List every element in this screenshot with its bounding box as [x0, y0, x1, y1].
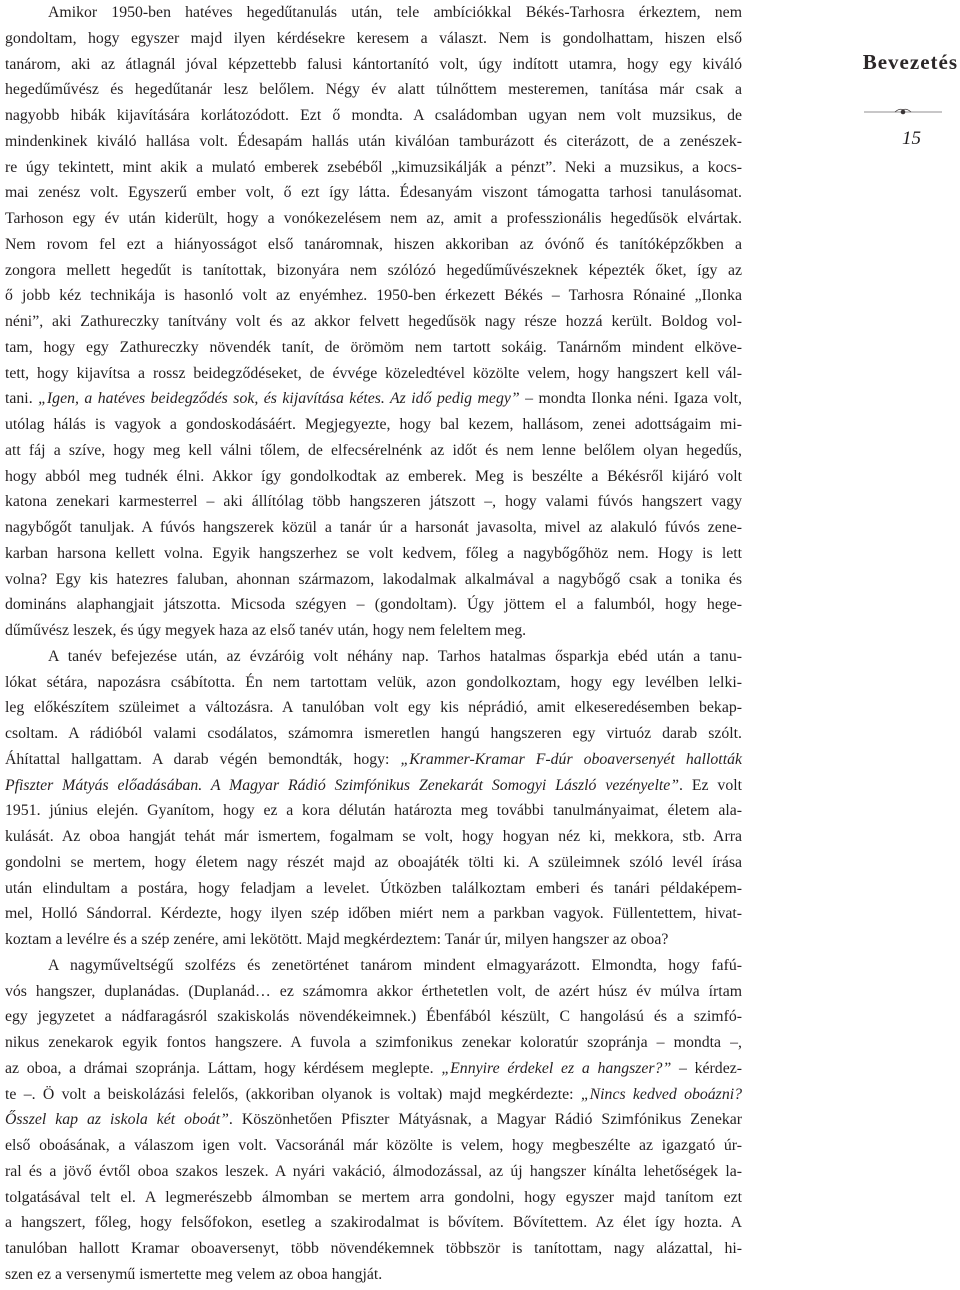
line-text: gondolni se mertem, hogy életem nagy részét majd az oboajáték tölti ki. A szüleimnek szóló levél írása [5, 853, 742, 871]
line-text: Nem rovom fel ezt a hiányosságot első tanáromnak, hiszen akkoriban az óvónő és tanítóképzőkben a [5, 235, 742, 253]
line-text: nagybőgőt tanuljak. A fúvós hangszerek közül a tanár úr a harsonát javasolta, mivel az alakuló fúvós zene- [5, 519, 742, 536]
paragraph [5, 0, 742, 644]
line-text: koztam a levélre és a szép zenére, ami lekötött. Majd megkérdeztem: Tanár úr, milyen hangszer az oboa? [5, 931, 669, 948]
line-text: 1951. június elején. Gyanítom, hogy ez a kora délután határozta meg további tanulmányaimat, életem ala- [5, 802, 742, 820]
body-line [5, 721, 742, 747]
line-text: utólag hálás is vagyok a gondoskodásáért. Megjegyezte, hogy bal kezem, hallásom, zenei adottságaim mi- [5, 416, 742, 433]
body-line [5, 1262, 742, 1288]
body-line [5, 1056, 742, 1082]
line-text: A tanév befejezése után, az évzáróig volt néhány nap. Tarhos hatalmas ősparkja ebéd után a tanu- [48, 647, 742, 665]
line-text: zongora mellett hegedűt is tanítottak, bizonyára nem szólózó hegedűművészeknek képezték őket, így az [5, 261, 742, 279]
body-line [5, 335, 742, 361]
line-text: után elindultam a postára, hogy feladjam a levelet. Útközben találkoztam emberi és tanári példaképem- [5, 879, 742, 897]
body-line [5, 309, 742, 335]
line-text: A nagyműveltségű szolfézs és zenetörténet tanárom mindent elmagyarázott. Elmondta, hogy fafú- [48, 956, 742, 974]
running-head: Bevezetés [862, 50, 958, 74]
paragraph [5, 644, 742, 953]
body-line [5, 1236, 742, 1262]
body-line [5, 1133, 742, 1159]
body-line [5, 52, 742, 78]
italic-quote: Pfiszter Mátyás előadásában. A Magyar Rádió Szimfónikus Zenekarát Somogyi László vezényelte” [5, 776, 680, 794]
body-line [5, 489, 742, 515]
line-text: ő jobb kéz technikája is hasonló volt az enyémhez. 1950-ben érkezett Békés – Tarhosra Rónainé „Ilonka [5, 287, 742, 305]
line-text: Tarhoson egy év után kiderült, hogy a vonókezelésem nem az, amit a professzionális hegedűsök elvártak. [5, 210, 742, 227]
page-number: 15 [902, 128, 921, 149]
body-line [5, 515, 742, 541]
body-line [5, 1159, 742, 1185]
body-line [5, 798, 742, 824]
line-text: . Köszönhetően Pfiszter Mátyásnak, a Magyar Rádió Szimfónikus Zenekar [228, 1111, 743, 1129]
italic-quote: Ősszel kap az iskola két oboát” [5, 1111, 229, 1129]
line-text: tani. [5, 390, 39, 408]
body-line [5, 850, 742, 876]
body-line [5, 77, 742, 103]
line-text: volna? Egy kis hatezres faluban, ahonnan származom, lakodalmak alkalmával a nagybőgő csak a tonika és [5, 570, 742, 588]
body-line [5, 129, 742, 155]
body-line [5, 103, 742, 129]
body-line [5, 927, 742, 953]
line-text: vós hangszer, duplanádas. (Duplanád… ez számomra akkor érthetetlen volt, de azért húsz év múlva írtam [5, 982, 742, 1000]
body-line [5, 541, 742, 567]
line-text: karban harsona kellett volna. Egyik hangszerhez se volt kedvem, főleg a nagybőgőhöz nem. Hogy is lett [5, 544, 742, 562]
line-text: tam, hogy egy Zathureczky növendék tanít, de örömöm nem tartott sokáig. Tanárnőm mindent elköve- [5, 338, 742, 356]
line-text: nikus zenekarok egyik fontos hangszere. A fuvola a szimfonikus zenekar koloratúr szopránja – mondta –, [5, 1034, 742, 1051]
paragraph [5, 953, 742, 1288]
line-text: ral és a jövő évtől oboa szakos leszek. A nyári vakáció, álmodozással, az új hangszer kínálta lehetőségek la- [5, 1162, 742, 1180]
line-text: lókat sétára, napozásra csábította. Én nem tartottam velük, azon gondolkoztam, hogy egy levélben lelki- [5, 673, 742, 691]
line-text: Áhítattal hallgattam. A darab végén bemondták, hogy: [5, 750, 401, 768]
body-line [5, 1210, 742, 1236]
line-text: tett, hogy kijavítsa a rossz beidegződéseket, de évvége közeledtével közölte velem, hogy hangszert kell vál- [5, 364, 742, 382]
line-text: re úgy tekintett, mint akik a mulató emberek zsebéből „kimuzsikálják a pénzt”. Neki a muzsikus, a kocs- [5, 158, 742, 176]
line-text: a hangszert, főleg, hogy felsőfokon, esetleg a szakirodalmat is bővítem. Bővítettem. Az élet így hozta. A [5, 1214, 742, 1232]
line-text: katona zenekari karmesterrel – aki állítólag több hangszeren játszott –, hogy valami fúvós hangszert vagy [5, 493, 742, 511]
body-line [5, 26, 742, 52]
body-line [5, 1107, 742, 1133]
line-text: egy jegyzetet a nádfaragásról szakiskolás növendékeimnek.) Ébenfából készült, C hangolású és a szimfó- [5, 1008, 742, 1026]
line-text: csoltam. A rádióból valami csodálatos, számomra ismeretlen hangú hangszeren egy virtuóz darab szólt. [5, 725, 742, 742]
body-line [5, 1185, 742, 1211]
body-line [5, 773, 742, 799]
body-line [5, 618, 742, 644]
body-text [5, 0, 742, 1288]
line-text: Amikor 1950-ben hatéves hegedűtanulás után, tele ambíciókkal Békés-Tarhosra érkeztem, nem [48, 4, 742, 21]
body-line [5, 1082, 742, 1108]
body-line [5, 670, 742, 696]
line-text: kulását. Az oboa hangját tehát már ismertem, fogalmam se volt, hogy hogyan néz ki, mekkora, stb. Arra [5, 828, 742, 845]
line-text: tanárom, aki az átlagnál jóval képzettebb falusi kántortanító volt, úgy indított utamra, hogy egy kiváló [5, 55, 742, 73]
italic-quote: „Krammer-Kramar F-dúr oboaversenyét hallották [400, 750, 742, 768]
body-line [5, 258, 742, 284]
body-line [5, 155, 742, 181]
line-text: leg előkészítem szüleimet a változásra. A tanulóban volt egy kis néprádió, amit elkeseredésemben bekap- [5, 699, 742, 717]
body-line [5, 747, 742, 773]
line-text: domináns alaphangjait játszotta. Micsoda szégyen – (gondoltam). Úgy jöttem el a falumból, hogy hege- [5, 596, 742, 614]
body-line [5, 979, 742, 1005]
italic-quote: „Ennyire érdekel ez a hangszer?” [441, 1059, 672, 1077]
body-line [5, 876, 742, 902]
body-line [5, 232, 742, 258]
body-line [5, 361, 742, 387]
body-line [5, 1030, 742, 1056]
line-text: mai zenész volt. Egyszerű ember volt, ő ezt így látta. Édesanyám viszont támogatta tarhosi tanulásomat. [5, 184, 742, 202]
body-line [5, 901, 742, 927]
line-text: gondoltam, hogy egyszer majd ilyen kérdésekre keresem a választ. Nem is gondolhattam, hiszen első [5, 29, 742, 47]
italic-quote: „Igen, a hatéves beidegződés sok, és kijavítása kétes. Az idő pedig megy” [38, 390, 520, 408]
line-text: mindenkinek kiváló hallása volt. Édesapám hallás után kiválóan tamburázott és citerázott, de a zenészek- [5, 132, 742, 150]
italic-quote: „Nincs kedved oboázni? [580, 1085, 743, 1103]
ornament-divider [862, 106, 944, 118]
line-text: tolgatásával telt el. A legmerészebb álmomban se mertem arra gondolni, hogy egyszer majd tanítom ezt [5, 1188, 742, 1206]
line-text: az oboa, a drámai szopránja. Láttam, hogy kérdésem meglepte. [5, 1059, 442, 1077]
line-text: szen ez a versenymű ismertette meg velem az oboa hangját. [5, 1265, 383, 1283]
line-text: . Ez volt [679, 776, 742, 794]
body-line [5, 953, 742, 979]
line-text: hegedűművész és hegedűtanár lesz belőlem. Négy év alatt túlnőttem mesteremen, tanítása már csak a [5, 81, 742, 99]
body-line [5, 695, 742, 721]
line-text: első oboásának, a válaszom igen volt. Vacsoránál már közölte is velem, hogy megbeszélte az igazgató úr- [5, 1137, 742, 1154]
line-text: nagyobb hibák kijavítására korlátozódott. Ezt ő mondta. A családomban ugyan nem volt muzsikus, de [5, 107, 742, 124]
body-line [5, 644, 742, 670]
body-line [5, 438, 742, 464]
line-text: att fáj a szíve, hogy meg kell válni tőlem, de elfecsérelnénk az időt és nem lenne belőlem olyan hegedűs, [5, 441, 742, 459]
line-text: – kérdez- [671, 1059, 742, 1077]
line-text: mel, Holló Sándorral. Kérdezte, hogy ilyen szép időben miért nem a parkban vagyok. Füllentettem, hivat- [5, 905, 742, 923]
body-line [5, 386, 742, 412]
body-line [5, 283, 742, 309]
body-line [5, 592, 742, 618]
body-line [5, 824, 742, 850]
line-text: dűművész leszek, és úgy megyek haza az első tanév után, hogy nem feleltem meg. [5, 622, 527, 639]
body-line [5, 0, 742, 26]
line-text: tanulóban hallott Kramar oboaversenyt, több növendékemnek többször is tanítottam, nagy alázattal, hi- [5, 1240, 742, 1257]
line-text: te –. Ö volt a beiskolázási felelős, (akkoriban olyanok is voltak) majd megkérdezte: [5, 1085, 581, 1103]
body-line [5, 1004, 742, 1030]
line-text: – mondta Ilonka néni. Igaza volt, [519, 390, 742, 408]
body-line [5, 567, 742, 593]
body-line [5, 412, 742, 438]
body-line [5, 180, 742, 206]
body-line [5, 464, 742, 490]
line-text: hogy abból meg tudnék élni. Akkor így gondolkodtak az emberek. Meg is beszélte a Békésről kijáró volt [5, 467, 742, 485]
line-text: néni”, aki Zathureczky tanítvány volt és az akkor felvett hegedűsök nagy része hozzá került. Boldog vol- [5, 313, 742, 330]
body-line [5, 206, 742, 232]
